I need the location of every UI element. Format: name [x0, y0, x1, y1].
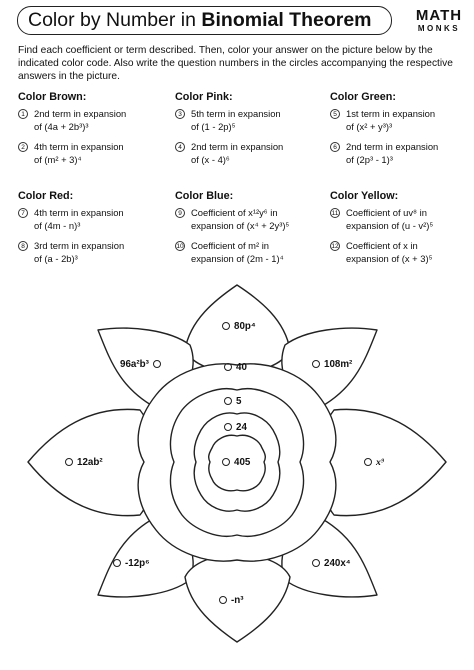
answer-lower-right-petal[interactable] — [312, 558, 351, 570]
instructions-text: Find each coefficient or term described. Then, color your answer on the picture below by the indicated color code. Also write the question numbers in the circles accompanying the respective answers in the picture. — [18, 45, 453, 82]
question-number-circle: 5 — [330, 109, 340, 119]
question-number-circle: 1 — [18, 109, 28, 119]
question-expression: of (a - 2b)³ — [34, 252, 78, 264]
question-expression: of (1 - 2p)⁵ — [191, 120, 236, 132]
answer-circle[interactable] — [113, 559, 121, 567]
answer-lower-left-petal[interactable] — [113, 558, 150, 570]
question-text: Coefficient of x in — [346, 240, 418, 251]
question-number-circle: 7 — [18, 208, 28, 218]
answer-text: 240x⁴ — [324, 558, 351, 569]
question-number-circle: 11 — [331, 210, 339, 217]
question-expression: expansion of (x⁴ + 2y³)⁵ — [191, 219, 290, 231]
answer-circle[interactable] — [65, 458, 73, 466]
answer-upper-left-petal[interactable] — [120, 359, 161, 371]
question-text: 2nd term in expansion — [34, 108, 127, 119]
question-number-circle: 8 — [18, 241, 28, 251]
answer-text: 405 — [234, 457, 251, 468]
group-heading: Color Red: — [18, 190, 74, 202]
question-number-circle: 6 — [330, 142, 340, 152]
answer-circle[interactable] — [224, 423, 232, 431]
answer-top-petal[interactable] — [222, 321, 256, 333]
answer-text: 80p⁴ — [234, 321, 256, 332]
title-part-2: Binomial Theorem — [201, 9, 372, 31]
question-expression: of (2p³ - 1)³ — [346, 153, 393, 165]
group-heading: Color Pink: — [175, 91, 233, 103]
question-number-circle: 10 — [176, 243, 184, 250]
question-number-circle: 2 — [18, 142, 28, 152]
question-text: Coefficient of m² in — [191, 240, 269, 251]
answer-circle[interactable] — [153, 360, 161, 368]
question-expression: expansion of (x + 3)⁵ — [346, 252, 433, 264]
answer-circle[interactable] — [312, 559, 320, 567]
answer-text: -12p⁶ — [125, 558, 150, 569]
logo-line-2: MONKS — [417, 24, 461, 33]
question-expression: of (4a + 2b³)³ — [34, 120, 89, 132]
answer-upper-right-petal[interactable] — [312, 359, 352, 371]
group-heading: Color Yellow: — [330, 190, 399, 202]
question-text: 4th term in expansion — [34, 141, 124, 152]
answer-text: 96a²b³ — [120, 359, 149, 370]
answer-circle[interactable] — [222, 322, 230, 330]
answer-center[interactable] — [222, 457, 250, 469]
answer-outer-ring[interactable] — [224, 362, 247, 374]
answer-second-ring[interactable] — [224, 396, 241, 408]
group-heading: Color Brown: — [18, 91, 87, 103]
answer-text: -n³ — [231, 595, 244, 606]
logo-line-1: MATH — [415, 7, 463, 24]
answer-circle[interactable] — [224, 363, 232, 371]
question-expression: of (4m - n)³ — [34, 219, 81, 231]
question-expression: of (m² + 3)⁴ — [34, 153, 82, 165]
question-text: 2nd term in expansion — [191, 141, 284, 152]
group-heading: Color Green: — [330, 91, 396, 103]
answer-circle[interactable] — [224, 397, 232, 405]
question-text: Coefficient of x¹²y⁶ in — [191, 207, 278, 218]
answer-text: 108m² — [324, 359, 353, 370]
answer-third-ring[interactable] — [224, 422, 247, 434]
group-heading: Color Blue: — [175, 190, 234, 202]
answer-text: 5 — [236, 396, 242, 407]
question-text: 4th term in expansion — [34, 207, 124, 218]
answer-circle[interactable] — [312, 360, 320, 368]
question-text: 2nd term in expansion — [346, 141, 439, 152]
answer-circle[interactable] — [219, 596, 227, 604]
question-text: Coefficient of uv⁸ in — [346, 207, 427, 218]
answer-circle[interactable] — [222, 458, 230, 466]
question-number-circle: 9 — [175, 208, 185, 218]
question-number-circle: 3 — [175, 109, 185, 119]
answer-right-petal[interactable] — [364, 457, 384, 469]
question-number-circle: 12 — [331, 243, 339, 250]
question-text: 1st term in expansion — [346, 108, 436, 119]
answer-circle[interactable] — [364, 458, 372, 466]
question-text: 5th term in expansion — [191, 108, 281, 119]
question-expression: expansion of (2m - 1)⁴ — [191, 252, 284, 264]
answer-text: 24 — [236, 422, 247, 433]
question-text: 3rd term in expansion — [34, 240, 125, 251]
answer-bottom-petal[interactable] — [219, 595, 244, 607]
question-number-circle: 4 — [175, 142, 185, 152]
answer-text: x⁹ — [376, 457, 385, 468]
question-expression: of (x² + y³)³ — [346, 120, 393, 132]
answer-left-petal[interactable] — [65, 457, 103, 469]
answer-text: 40 — [236, 362, 247, 373]
question-expression: of (x - 4)⁶ — [191, 153, 230, 165]
question-expression: expansion of (u - v²)⁵ — [346, 219, 434, 231]
title-part-1: Color by Number in — [28, 9, 202, 31]
answer-text: 12ab² — [77, 457, 103, 468]
